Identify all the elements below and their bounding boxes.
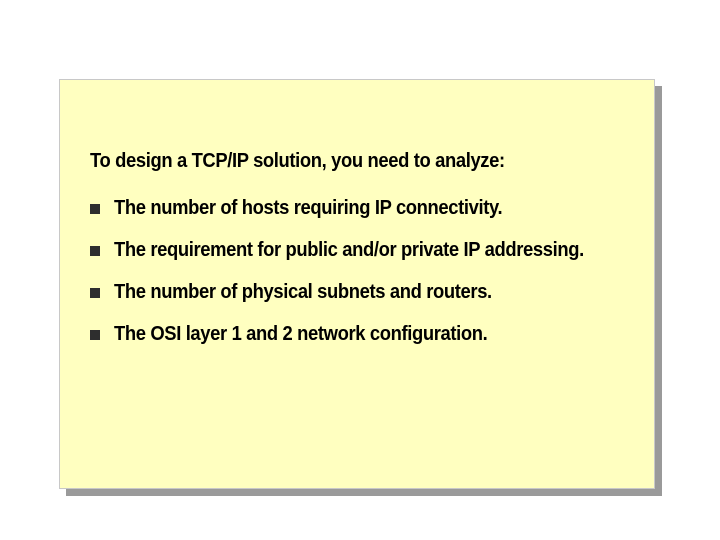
square-bullet-icon bbox=[90, 288, 100, 298]
square-bullet-icon bbox=[90, 330, 100, 340]
bullet-text: The OSI layer 1 and 2 network configuration. bbox=[114, 323, 488, 345]
content-panel bbox=[59, 79, 655, 489]
slide-heading: To design a TCP/IP solution, you need to analyze: bbox=[90, 150, 505, 172]
bullet-text: The number of physical subnets and routers. bbox=[114, 281, 492, 303]
bullet-text: The requirement for public and/or private IP addressing. bbox=[114, 239, 584, 261]
bullet-text: The number of hosts requiring IP connectivity. bbox=[114, 197, 503, 219]
square-bullet-icon bbox=[90, 204, 100, 214]
square-bullet-icon bbox=[90, 246, 100, 256]
